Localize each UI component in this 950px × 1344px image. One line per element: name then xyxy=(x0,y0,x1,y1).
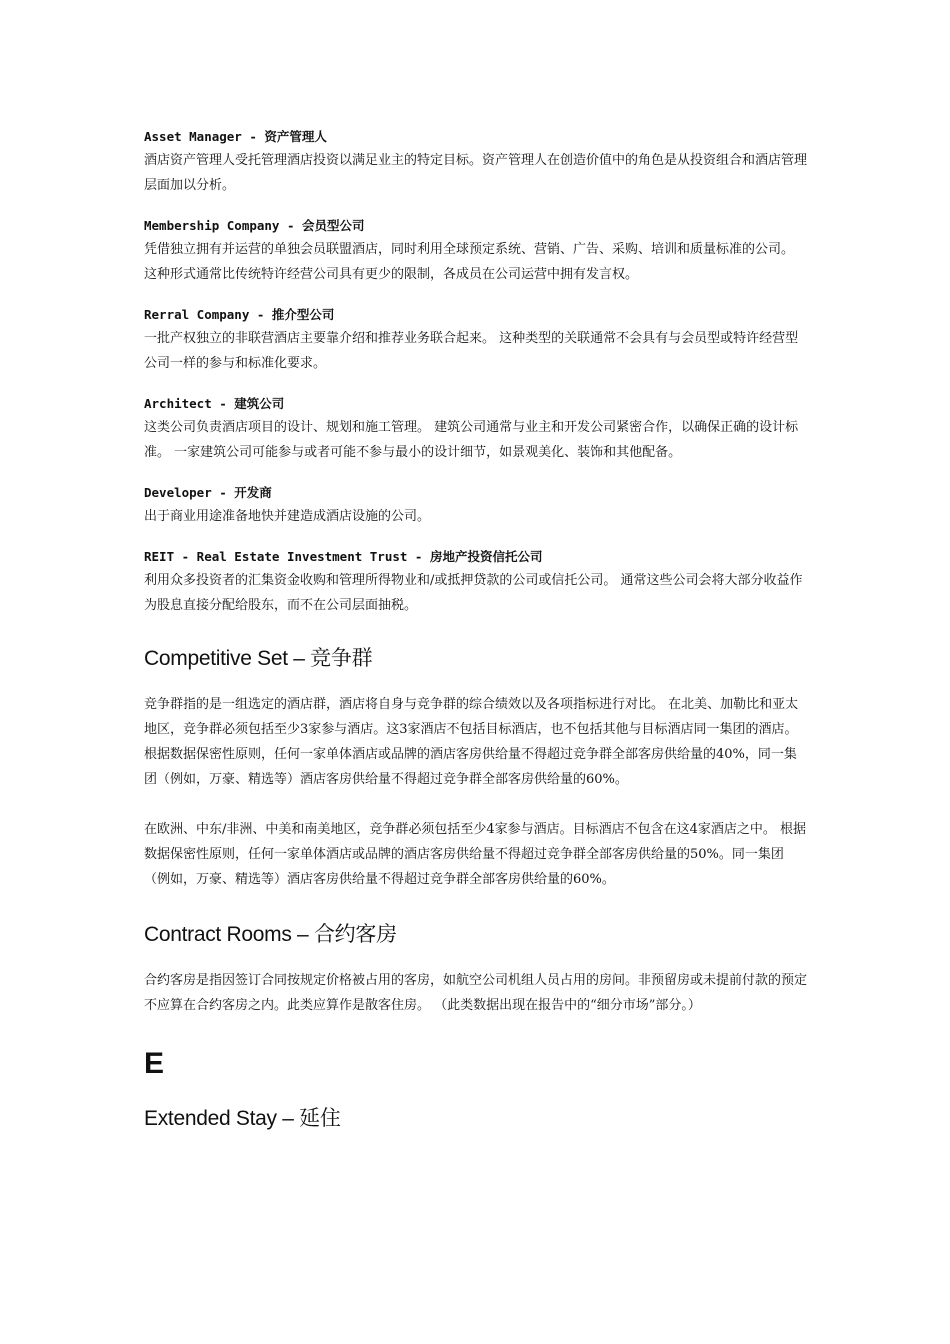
section-title-competitive-set: Competitive Set – 竞争群 xyxy=(144,647,373,670)
glossary-entry-asset-manager xyxy=(144,126,808,198)
entry-description: 这类公司负责酒店项目的设计、规划和施工管理。 建筑公司通常与业主和开发公司紧密合作，以确保正确的设计标准。 一家建筑公司可能参与或者可能不参与最小的设计细节，如景观美化、装饰和其他配备。 xyxy=(144,420,799,460)
entry-term: Membership Company - 会员型公司 xyxy=(144,218,365,233)
entry-term: Developer - 开发商 xyxy=(144,485,272,500)
glossary-entry-architect xyxy=(144,393,808,465)
entry-description: 凭借独立拥有并运营的单独会员联盟酒店，同时利用全球预定系统、营销、广告、采购、培训和质量标准的公司。 这种形式通常比传统特许经营公司具有更少的限制，各成员在公司运营中拥有发言权。 xyxy=(144,242,795,282)
entry-term: Rerral Company - 推介型公司 xyxy=(144,307,335,322)
contract-rooms-paragraph: 合约客房是指因签订合同按规定价格被占用的客房，如航空公司机组人员占用的房间。非预留房或未提前付款的预定不应算在合约客房之内。此类应算作是散客住房。 （此类数据出现在报告中的“细分市场”部分。） xyxy=(144,973,808,1013)
glossary-entry-membership-company xyxy=(144,215,808,287)
glossary-entry-referral-company xyxy=(144,304,808,376)
letter-heading: E xyxy=(144,1047,165,1080)
glossary-entry-reit xyxy=(144,546,808,618)
entry-term: REIT - Real Estate Investment Trust - 房地产投资信托公司 xyxy=(144,549,543,564)
entry-term: Asset Manager - 资产管理人 xyxy=(144,129,327,144)
document-page xyxy=(144,126,808,1134)
section-title-extended-stay: Extended Stay – 延住 xyxy=(144,1107,341,1130)
entry-description: 酒店资产管理人受托管理酒店投资以满足业主的特定目标。资产管理人在创造价值中的角色是从投资组合和酒店管理层面加以分析。 xyxy=(144,153,808,193)
competitive-set-paragraph-2: 在欧洲、中东/非洲、中美和南美地区，竞争群必须包括至少4家参与酒店。目标酒店不包含在这4家酒店之中。 根据数据保密性原则，任何一家单体酒店或品牌的酒店客房供给量不得超过竞争群全部客房供给量的50%。同一集团（例如，万豪、精选等）酒店客房供给量不得超过竞争群全部客房供给量的60%。 xyxy=(144,822,807,887)
entry-description: 一批产权独立的非联营酒店主要靠介绍和推荐业务联合起来。 这种类型的关联通常不会具有与会员型或特许经营型公司一样的参与和标准化要求。 xyxy=(144,331,799,371)
competitive-set-paragraph-1: 竞争群指的是一组选定的酒店群，酒店将自身与竞争群的综合绩效以及各项指标进行对比。 在北美、加勒比和亚太地区，竞争群必须包括至少3家参与酒店。这3家酒店不包括目标酒店，也不包括其他与目标酒店同一集团的酒店。根据数据保密性原则，任何一家单体酒店或品牌的酒店客房供给量不得超过竞争群全部客房供给量的40%，同一集团（例如，万豪、精选等）酒店客房供给量不得超过竞争群全部客房供给量的60%。 xyxy=(144,697,799,787)
section-title-contract-rooms: Contract Rooms – 合约客房 xyxy=(144,923,397,946)
entry-description: 利用众多投资者的汇集资金收购和管理所得物业和/或抵押贷款的公司或信托公司。 通常这些公司会将大部分收益作为股息直接分配给股东，而不在公司层面抽税。 xyxy=(144,573,803,613)
entry-term: Architect - 建筑公司 xyxy=(144,396,285,411)
entry-description: 出于商业用途准备地快并建造成酒店设施的公司。 xyxy=(144,509,431,524)
glossary-entry-developer xyxy=(144,482,808,529)
